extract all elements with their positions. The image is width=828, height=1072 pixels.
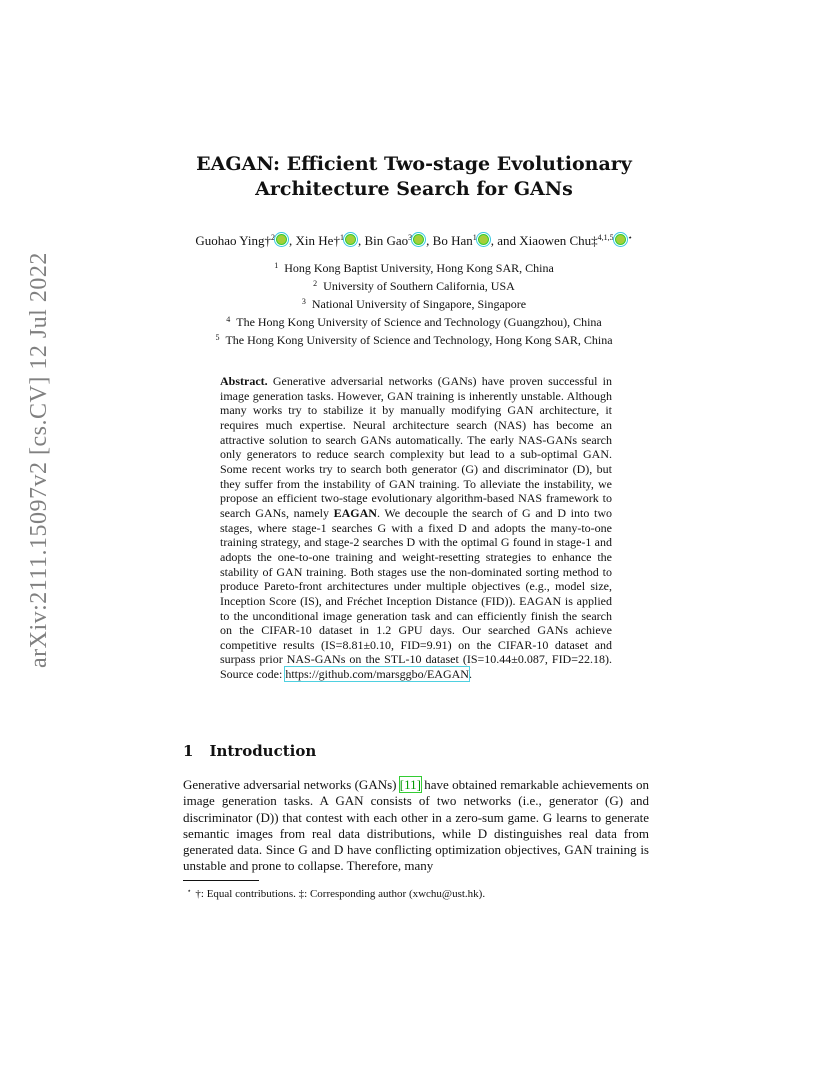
author-separator: , and — [490, 233, 520, 248]
footnote-text: †: Equal contributions. ‡: Corresponding author (xwchu@ust.hk). — [195, 888, 486, 900]
affiliation-sup: 5 — [215, 333, 220, 342]
intro-text: Generative adversarial networks (GANs) — [183, 777, 400, 792]
orcid-icon[interactable] — [413, 234, 424, 245]
affiliation-sup: 2 — [313, 279, 318, 288]
author-name: Xiaowen Chu‡ — [519, 233, 598, 248]
author-list — [0, 230, 828, 249]
affiliation-sup: 1 — [274, 261, 279, 270]
affiliation-item — [0, 330, 828, 348]
author-name: Guohao Ying† — [195, 233, 272, 248]
footnote-mark: ⋆ — [187, 887, 192, 895]
author-affil-sup: 3 — [408, 233, 413, 242]
abstract — [220, 374, 612, 682]
intro-text: have obtained remarkable achievements on image generation tasks. A GAN consists of two networks (i.e., generator (G) and discriminator (D)) that contest with each other in a zero-sum game. G learns to generate semantic images from real data distributions, while D distinguishes real data from generated data. Since G and D have conflicting optimization objectives, GAN training is unstable and prone to collapse. Therefore, many — [183, 777, 649, 874]
affiliation-text: Hong Kong Baptist University, Hong Kong SAR, China — [284, 261, 554, 275]
source-code-link[interactable]: https://github.com/marsggbo/EAGAN — [285, 667, 469, 682]
paper-title — [0, 152, 828, 202]
abstract-text: . We decouple the search of G and D into two stages, where stage-1 searches G with a fixed D and adopts the many-to-one training strategy, and stage-2 searches D with the optimal G found in stage-1 and adopts the one-to-one training and weight-resetting strategies to enhance the stability of GAN training. Both stages use the non-dominated sorting method to produce Pareto-front architectures under multiple objectives (e.g., model size, Inception Score (IS), and Fréchet Inception Distance (FID)). EAGAN is applied to the unconditional image generation task and can efficiently finish the search on the CIFAR-10 dataset in 1.2 GPU days. Our searched GANs achieve competitive results (IS=8.81±0.10, FID=9.91) on the CIFAR-10 dataset and surpass prior NAS-GANs on the STL-10 dataset (IS=10.44±0.087, FID=22.18). Source code: — [220, 505, 612, 682]
abstract-text: Generative adversarial networks (GANs) have proven successful in image generation tasks. However, GAN training is inherently unstable. Although many works try to stabilize it by manually modifying GAN architecture, it requires much expertise. Neural architecture search (NAS) has become an attractive solution to search GANs automatically. The early NAS-GANs search only generators to reduce search complexity but lead to a sub-optimal GAN. Some recent works try to search both generator (G) and discriminator (D), but they suffer from the instability of GAN training. To alleviate the instability, we propose an efficient two-stage evolutionary algorithm-based NAS framework to search GANs, namely — [220, 374, 612, 520]
affiliation-text: University of Southern California, USA — [323, 279, 515, 293]
author-affil-sup: 1 — [339, 233, 344, 242]
orcid-icon[interactable] — [615, 234, 626, 245]
section-title: Introduction — [209, 742, 317, 760]
author-star: ⋆ — [627, 233, 633, 242]
footnote-rule — [183, 880, 259, 881]
affiliation-sup: 3 — [301, 297, 306, 306]
author-name: Bin Gao — [364, 233, 409, 248]
orcid-icon[interactable] — [345, 234, 356, 245]
author-separator: , — [426, 233, 433, 248]
arxiv-stamp: arXiv:2111.15097v2 [cs.CV] 12 Jul 2022 — [26, 252, 52, 668]
author-name: Bo Han — [432, 233, 473, 248]
affiliation-item — [0, 294, 828, 312]
intro-paragraph — [183, 777, 649, 875]
author-affil-sup: 4,1,5 — [597, 233, 614, 242]
orcid-icon[interactable] — [478, 234, 489, 245]
orcid-icon[interactable] — [276, 234, 287, 245]
affiliation-sup: 4 — [226, 315, 231, 324]
title-line-1: EAGAN: Efficient Two-stage Evolutionary — [196, 153, 632, 175]
author-name: Xin He† — [295, 233, 340, 248]
affiliation-item — [0, 258, 828, 276]
affiliation-list — [0, 258, 828, 348]
section-heading — [183, 742, 316, 760]
abstract-end: . — [468, 667, 472, 682]
author-separator: , — [289, 233, 296, 248]
affiliation-text: The Hong Kong University of Science and Technology, Hong Kong SAR, China — [225, 333, 613, 347]
affiliation-item — [0, 276, 828, 294]
abstract-label: Abstract. — [220, 374, 268, 388]
section-number: 1 — [183, 742, 194, 760]
footnote — [187, 884, 485, 901]
title-line-2: Architecture Search for GANs — [255, 178, 573, 200]
author-affil-sup: 1 — [472, 233, 477, 242]
affiliation-text: The Hong Kong University of Science and Technology (Guangzhou), China — [236, 315, 602, 329]
affiliation-text: National University of Singapore, Singapore — [311, 297, 527, 311]
author-separator: , — [357, 233, 365, 248]
method-name: EAGAN — [333, 505, 377, 520]
affiliation-item — [0, 312, 828, 330]
citation-link[interactable]: [11] — [399, 777, 421, 792]
author-affil-sup: 2 — [271, 233, 276, 242]
